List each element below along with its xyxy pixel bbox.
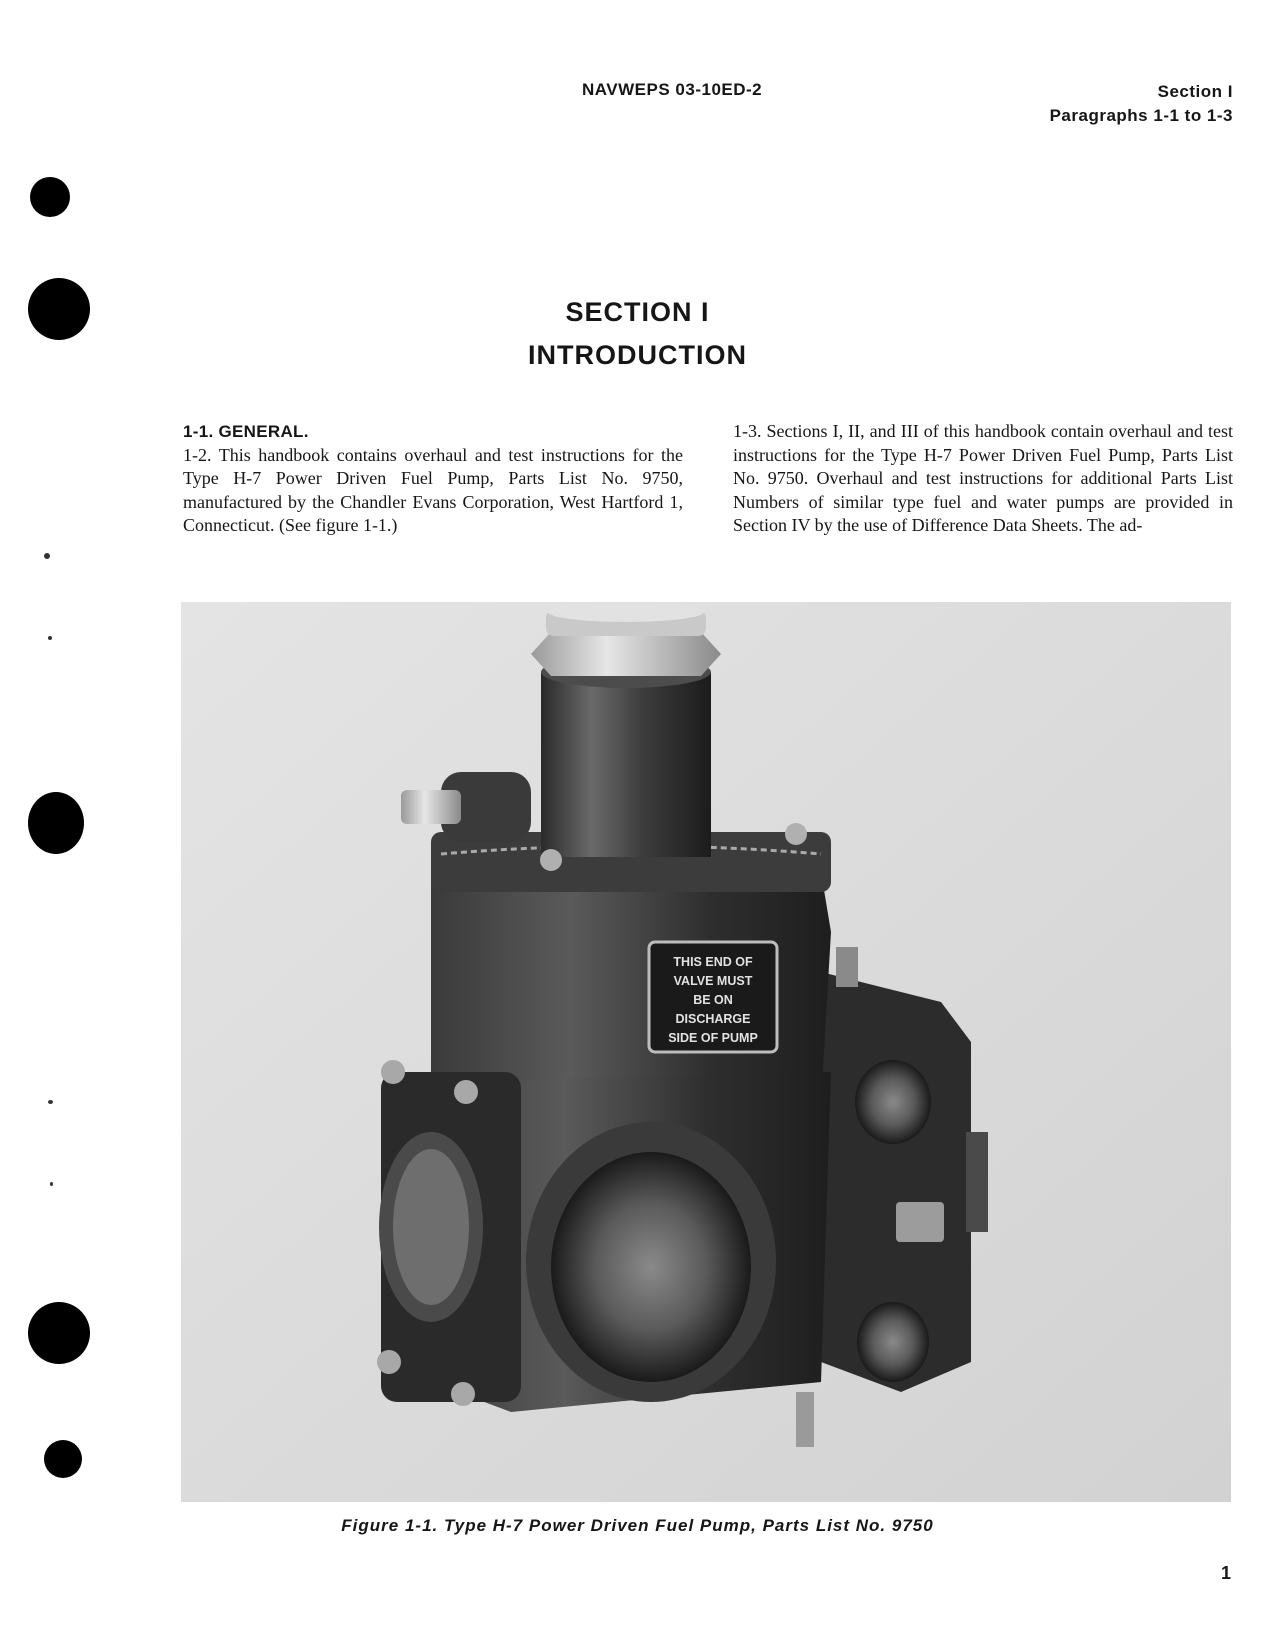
header-section: Section I	[1157, 82, 1233, 101]
figure-caption: Figure 1-1. Type H-7 Power Driven Fuel Pump, Parts List No. 9750	[341, 1516, 934, 1535]
scan-speck	[48, 636, 52, 640]
nameplate-line: VALVE MUST	[673, 974, 753, 988]
binder-hole-4	[28, 1302, 90, 1364]
nameplate-line: BE ON	[693, 993, 733, 1007]
section-title: SECTION I	[565, 297, 710, 327]
document-number: NAVWEPS 03-10ED-2	[582, 80, 763, 99]
paragraph-1-2: 1-2. This handbook contains overhaul and test instructions for the Type H-7 Power Driven Fuel Pump, Parts List No. 9750, manufactured by the Chandler Evans Corporation, West Hartford 1, Connecticut. (See figure 1-1.)	[183, 444, 683, 535]
fuel-pump-illustration	[181, 602, 1231, 1502]
paragraph-heading: 1-1. GENERAL.	[183, 422, 309, 441]
binder-hole-1	[30, 177, 70, 217]
scan-speck	[50, 1182, 53, 1186]
nameplate-line: SIDE OF PUMP	[668, 1031, 758, 1045]
section-reference	[1050, 80, 1233, 128]
paragraph-1-3: 1-3. Sections I, II, and III of this handbook contain overhaul and test instructions for the Type H-7 Power Driven Fuel Pump, Parts List No. 9750. Overhaul and test instructions for additional Parts List Numbers of similar type fuel and water pumps are provided in Section IV by the use of Difference Data Sheets. The ad-	[733, 421, 1233, 535]
section-name: INTRODUCTION	[528, 340, 747, 370]
right-column	[733, 420, 1233, 538]
nameplate	[649, 942, 777, 1052]
nameplate-line: DISCHARGE	[675, 1012, 751, 1026]
fuel-pump-photo	[181, 602, 1231, 1502]
header-paragraphs: Paragraphs 1-1 to 1-3	[1049, 106, 1233, 125]
nameplate-line: THIS END OF	[673, 955, 753, 969]
binder-hole-3	[28, 792, 84, 854]
binder-hole-5	[44, 1440, 82, 1478]
scan-speck	[44, 553, 50, 559]
page-number: 1	[1220, 1563, 1231, 1583]
left-column	[183, 420, 683, 538]
scan-speck	[48, 1100, 53, 1104]
